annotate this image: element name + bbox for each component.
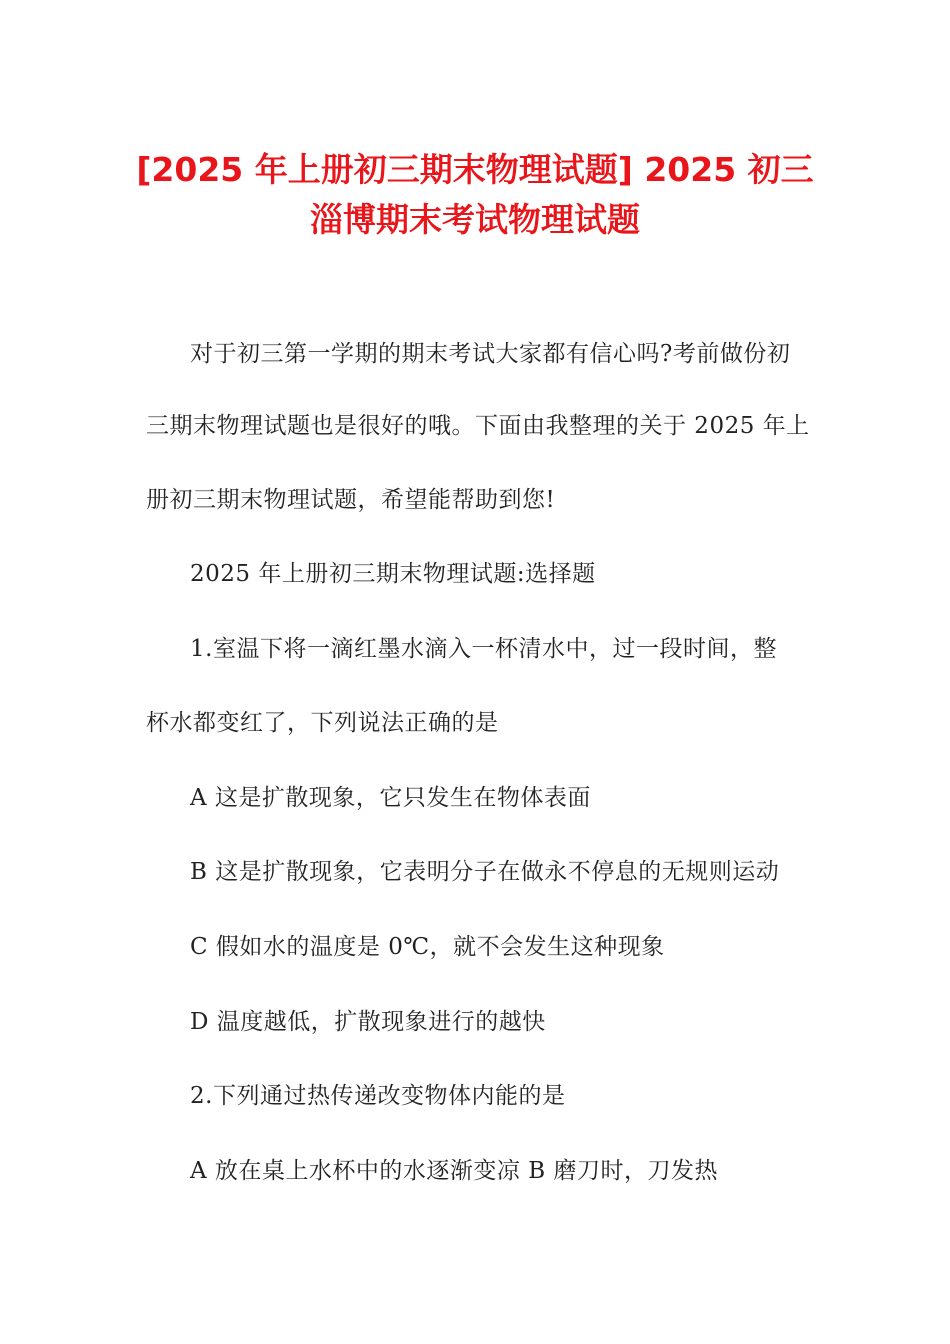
- intro-paragraph-line-1: 对于初三第一学期的期末考试大家都有信心吗?考前做份初: [190, 341, 791, 367]
- question-1-option-d: D 温度越低，扩散现象进行的越快: [190, 1009, 546, 1035]
- question-2-line-1: 2.下列通过热传递改变物体内能的是: [190, 1083, 566, 1109]
- intro-paragraph-line-3: 册初三期末物理试题，希望能帮助到您!: [146, 487, 556, 513]
- intro-paragraph-line-2: 三期末物理试题也是很好的哦。下面由我整理的关于 2025 年上: [146, 413, 810, 439]
- document-title-line-1: [2025 年上册初三期末物理试题] 2025 初三: [136, 150, 814, 189]
- section-heading: 2025 年上册初三期末物理试题:选择题: [190, 561, 596, 587]
- question-1-option-b: B 这是扩散现象，它表明分子在做永不停息的无规则运动: [190, 859, 780, 885]
- document-title-line-2: 淄博期末考试物理试题: [310, 200, 640, 239]
- question-1-option-c: C 假如水的温度是 0℃，就不会发生这种现象: [190, 934, 665, 960]
- question-2-options-ab: A 放在桌上水杯中的水逐渐变凉 B 磨刀时，刀发热: [190, 1158, 718, 1184]
- question-1-line-1: 1.室温下将一滴红墨水滴入一杯清水中，过一段时间，整: [190, 636, 777, 662]
- question-1-option-a: A 这是扩散现象，它只发生在物体表面: [190, 785, 591, 811]
- question-1-line-2: 杯水都变红了，下列说法正确的是: [146, 710, 499, 736]
